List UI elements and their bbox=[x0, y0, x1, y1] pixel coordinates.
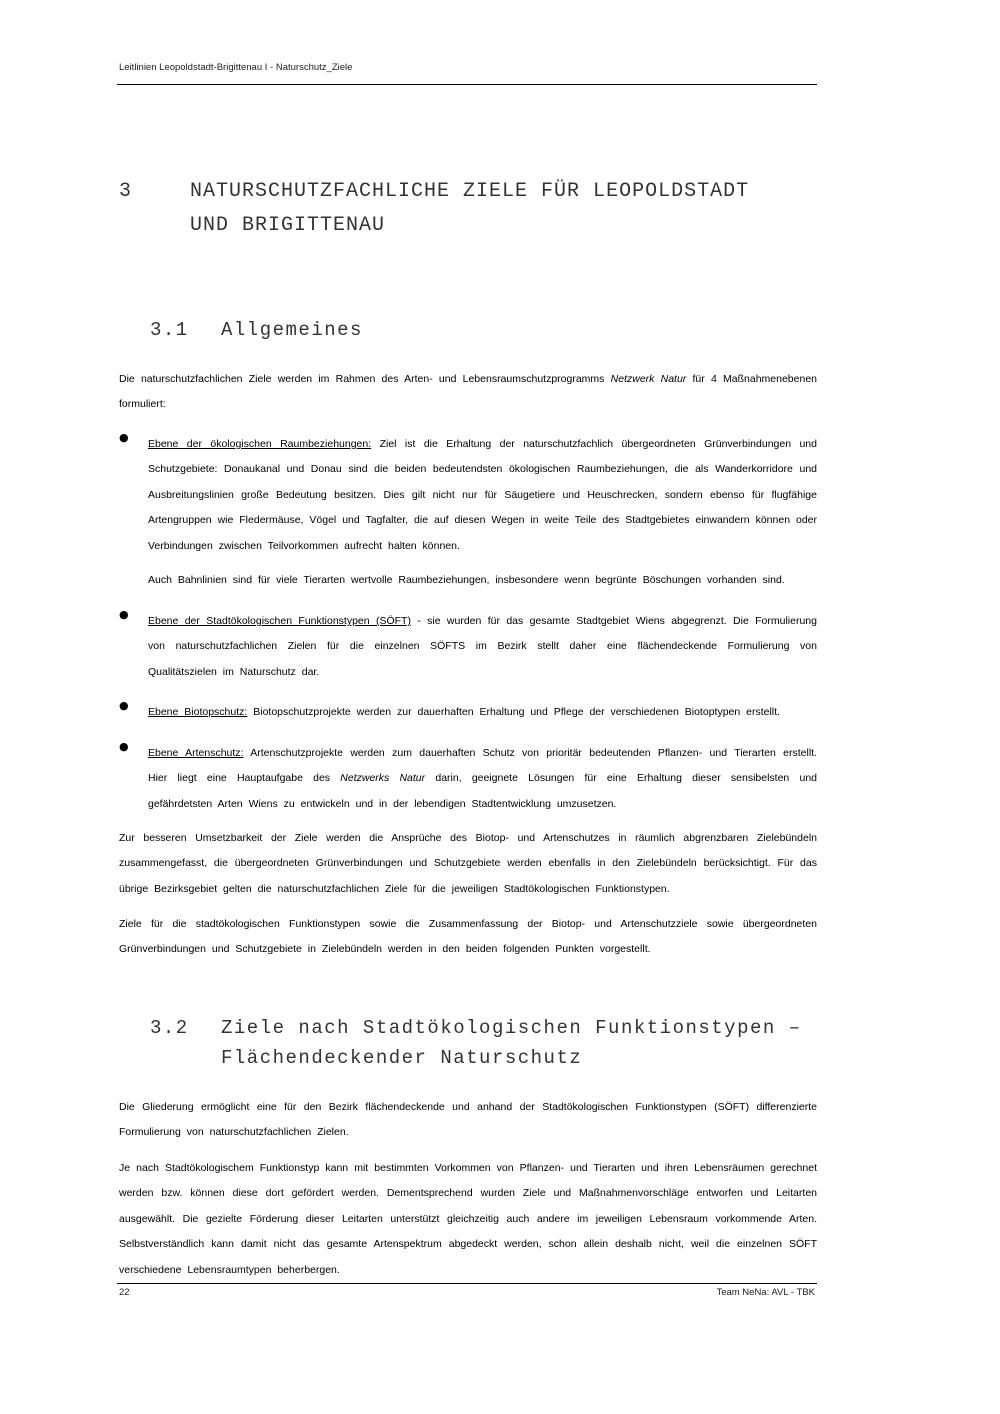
bullet-label: Ebene der ökologischen Raumbeziehungen: bbox=[148, 438, 372, 450]
chapter-title-line1: NATURSCHUTZFACHLICHE ZIELE FÜR LEOPOLDSTADT bbox=[190, 180, 750, 203]
bullet-icon: ● bbox=[119, 431, 129, 444]
section-3-2-title-line1: Ziele nach Stadtökologischen Funktionstypen – bbox=[221, 1017, 802, 1039]
intro-paragraph: Die naturschutzfachlichen Ziele werden im Rahmen des Arten- und Lebensraumschutzprogramms Netzwerk Natur für 4 Maßnahmenebenen formuliert: bbox=[119, 373, 817, 411]
paragraph-funktionstyp: Je nach Stadtökologischem Funktionstyp kann mit bestimmten Vorkommen von Pflanzen- und Tierarten und ihren Lebensräumen gerechnet werden bzw. können diese dort gefördert werden. Dementsprechend wurden Ziele und Maßnahmenvorschläge entworfen und Leitarten ausgewählt. Die gezielte Förderung dieser Leitarten unterstützt gleichzeitig auch andere im jeweiligen Lebensraum vorkommende Arten. Selbstverständlich kann damit nicht das gesamte Artenspektrum abgedeckt werden, schon allein deshalb nicht, weil die einzelnen SÖFT verschiedene Lebensraumtypen beherbergen. bbox=[119, 1162, 817, 1276]
bullet-raumbeziehungen: Ebene der ökologischen Raumbeziehungen: Ziel ist die Erhaltung der naturschutzfachlich übergeordneten Grünverbindungen und Schutzgebiete: Donaukanal und Donau sind die beiden bedeutendsten ökologischen Raumbeziehungen, die als Wanderkorridore und Ausbreitungslinien große Bedeutung besitzen. Dies gilt nicht nur für Säugetiere und Heuschrecken, sondern ebenso für flugfähige Artengruppen wie Fledermäuse, Vögel und Tagfalter, die auf diesen Wegen in weite Teile des Stadtgebietes einwandern können oder Verbindungen zwischen Teilvorkommen aufrecht halten können. bbox=[148, 438, 817, 552]
section-3-1-number: 3.1 bbox=[150, 319, 189, 341]
bullet-label: Ebene Biotopschutz: bbox=[148, 706, 248, 718]
header-rule bbox=[117, 84, 817, 85]
running-header: Leitlinien Leopoldstadt-Brigittenau I - Naturschutz_Ziele bbox=[119, 62, 353, 73]
bullet-biotopschutz: Ebene Biotopschutz: Biotopschutzprojekte werden zur dauerhaften Erhaltung und Pflege der verschiedenen Biotoptypen erstellt. bbox=[148, 706, 780, 718]
bullet-raumbeziehungen-extra: Auch Bahnlinien sind für viele Tierarten wertvolle Raumbeziehungen, insbesondere wenn begrünte Böschungen vorhanden sind. bbox=[148, 574, 785, 586]
bullet-label: Ebene Artenschutz: bbox=[148, 747, 244, 759]
chapter-number: 3 bbox=[119, 180, 133, 203]
bullet-icon: ● bbox=[119, 699, 129, 712]
section-3-1-title: Allgemeines bbox=[221, 319, 363, 341]
section-3-2-title-line2: Flächendeckender Naturschutz bbox=[221, 1047, 583, 1069]
bullet-label: Ebene der Stadtökologischen Funktionstypen (SÖFT) bbox=[148, 615, 411, 627]
bullet-icon: ● bbox=[119, 608, 129, 621]
netzwerk-natur-emphasis: Netzwerk Natur bbox=[610, 373, 687, 385]
paragraph-ziele-vorstellung: Ziele für die stadtökologischen Funktionstypen sowie die Zusammenfassung der Biotop- und Artenschutzziele sowie übergeordneten Grünverbindungen und Schutzgebiete in Zielebündeln werden in den beiden folgenden Punkten vorgestellt. bbox=[119, 918, 817, 956]
footer-rule bbox=[117, 1283, 817, 1284]
bullet-soeft: Ebene der Stadtökologischen Funktionstypen (SÖFT) - sie wurden für das gesamte Stadtgebiet Wiens abgegrenzt. Die Formulierung von naturschutzfachlichen Zielen für die einzelnen SÖFTS im Bezirk stellt daher eine flächendeckende Formulierung von Qualitätszielen im Naturschutz dar. bbox=[148, 615, 817, 678]
paragraph-gliederung: Die Gliederung ermöglicht eine für den Bezirk flächendeckende und anhand der Stadtökologischen Funktionstypen (SÖFT) differenzierte Formulierung von naturschutzfachlichen Zielen. bbox=[119, 1101, 817, 1139]
page-number: 22 bbox=[119, 1287, 130, 1298]
chapter-title-line2: UND BRIGITTENAU bbox=[190, 214, 386, 237]
paragraph-zielebuendel: Zur besseren Umsetzbarkeit der Ziele werden die Ansprüche des Biotop- und Artenschutzes in räumlich abgrenzbaren Zielebündeln zusammengefasst, die übergeordneten Grünverbindungen und Schutzgebiete werden ebenfalls in den Zielebündeln berücksichtigt. Für das übrige Bezirksgebiet gelten die naturschutzfachlichen Ziele für die jeweiligen Stadtökologischen Funktionstypen. bbox=[119, 832, 817, 895]
netzwerks-natur-emphasis: Netzwerks Natur bbox=[340, 772, 426, 785]
footer-team: Team NeNa: AVL - TBK bbox=[716, 1287, 815, 1298]
section-3-2-number: 3.2 bbox=[150, 1017, 189, 1039]
bullet-artenschutz: Ebene Artenschutz: Artenschutzprojekte werden zum dauerhaften Schutz von prioritär bedeutenden Pflanzen- und Tierarten erstellt. Hier liegt eine Hauptaufgabe des Netzwerks Natur darin, geeignete Lösungen für eine Erhaltung dieser sensibelsten und gefährdetsten Arten Wiens zu entwickeln und in der lebendigen Stadtentwicklung umzusetzen. bbox=[148, 747, 817, 810]
bullet-icon: ● bbox=[119, 740, 129, 753]
